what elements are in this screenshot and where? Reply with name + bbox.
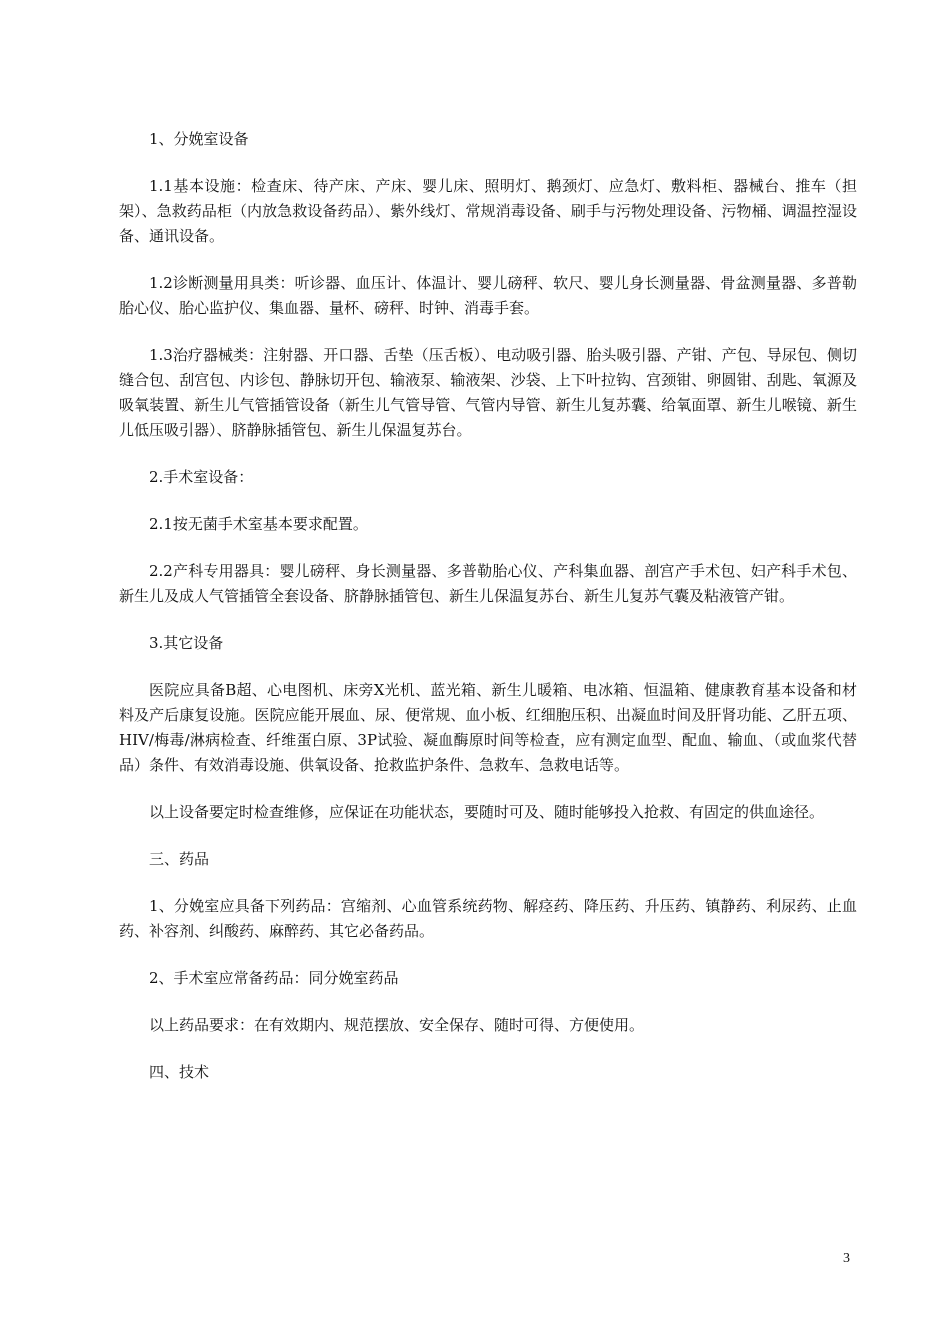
section-heading-operating-room-equipment: 2.手术室设备： (149, 468, 254, 486)
paragraph-obstetric-instruments: 2.2产科专用器具：婴儿磅秤、身长测量器、多普勒胎心仪、产科集血器、剖宫产手术包、妇产科手术包、新生儿及成人气管插管全套设备、脐静脉插管包、新生儿保温复苏台、新生儿复苏气囊及粘液管产钳。 (119, 562, 857, 605)
paragraph-drug-requirements: 以上药品要求：在有效期内、规范摆放、安全保存、随时可得、方便使用。 (149, 1016, 645, 1034)
section-heading-technology: 四、技术 (149, 1063, 210, 1081)
paragraph-delivery-room-drugs: 1、分娩室应具备下列药品：宫缩剂、心血管系统药物、解痉药、降压药、升压药、镇静药、利尿药、止血药、补容剂、纠酸药、麻醉药、其它必备药品。 (119, 897, 857, 940)
page-number: 3 (843, 1251, 850, 1266)
section-heading-drugs: 三、药品 (149, 850, 210, 868)
paragraph-operating-room-drugs: 2、手术室应常备药品：同分娩室药品 (149, 969, 399, 987)
section-heading-other-equipment: 3.其它设备 (149, 634, 224, 652)
paragraph-equipment-maintenance: 以上设备要定时检查维修，应保证在功能状态，要随时可及、随时能够投入抢救、有固定的供血途径。 (149, 803, 825, 821)
paragraph-basic-facilities: 1.1基本设施：检查床、待产床、产床、婴儿床、照明灯、鹅颈灯、应急灯、敷料柜、器械台、推车（担架）、急救药品柜（内放急救设备药品）、紫外线灯、常规消毒设备、刷手与污物处理设备、污物桶、调温控湿设备、通讯设备。 (119, 177, 857, 245)
section-heading-delivery-room-equipment: 1、分娩室设备 (149, 130, 249, 148)
paragraph-sterile-or-requirements: 2.1按无菌手术室基本要求配置。 (149, 515, 368, 533)
paragraph-treatment-instruments: 1.3治疗器械类：注射器、开口器、舌垫（压舌板）、电动吸引器、胎头吸引器、产钳、产包、导尿包、侧切缝合包、刮宫包、内诊包、静脉切开包、输液泵、输液架、沙袋、上下叶拉钩、宫颈钳、卵圆钳、刮匙、氧源及吸氧装置、新生儿气管插管设备（新生儿气管导管、气管内导管、新生儿复苏囊、给氧面罩、新生儿喉镜、新生儿低压吸引器）、脐静脉插管包、新生儿保温复苏台。 (119, 346, 857, 439)
paragraph-hospital-equipment: 医院应具备B超、心电图机、床旁X光机、蓝光箱、新生儿暖箱、电冰箱、恒温箱、健康教育基本设备和材料及产后康复设施。医院应能开展血、尿、便常规、血小板、红细胞压积、出凝血时间及肝肾功能、乙肝五项、HIV/梅毒/淋病检查、纤维蛋白原、3P试验、凝血酶原时间等检查，应有测定血型、配血、输血、（或血浆代替品）条件、有效消毒设施、供氧设备、抢救监护条件、急救车、急救电话等。 (119, 681, 857, 774)
paragraph-diagnostic-tools: 1.2诊断测量用具类：听诊器、血压计、体温计、婴儿磅秤、软尺、婴儿身长测量器、骨盆测量器、多普勒胎心仪、胎心监护仪、集血器、量杯、磅秤、时钟、消毒手套。 (119, 274, 857, 317)
document-body (119, 127, 857, 1107)
